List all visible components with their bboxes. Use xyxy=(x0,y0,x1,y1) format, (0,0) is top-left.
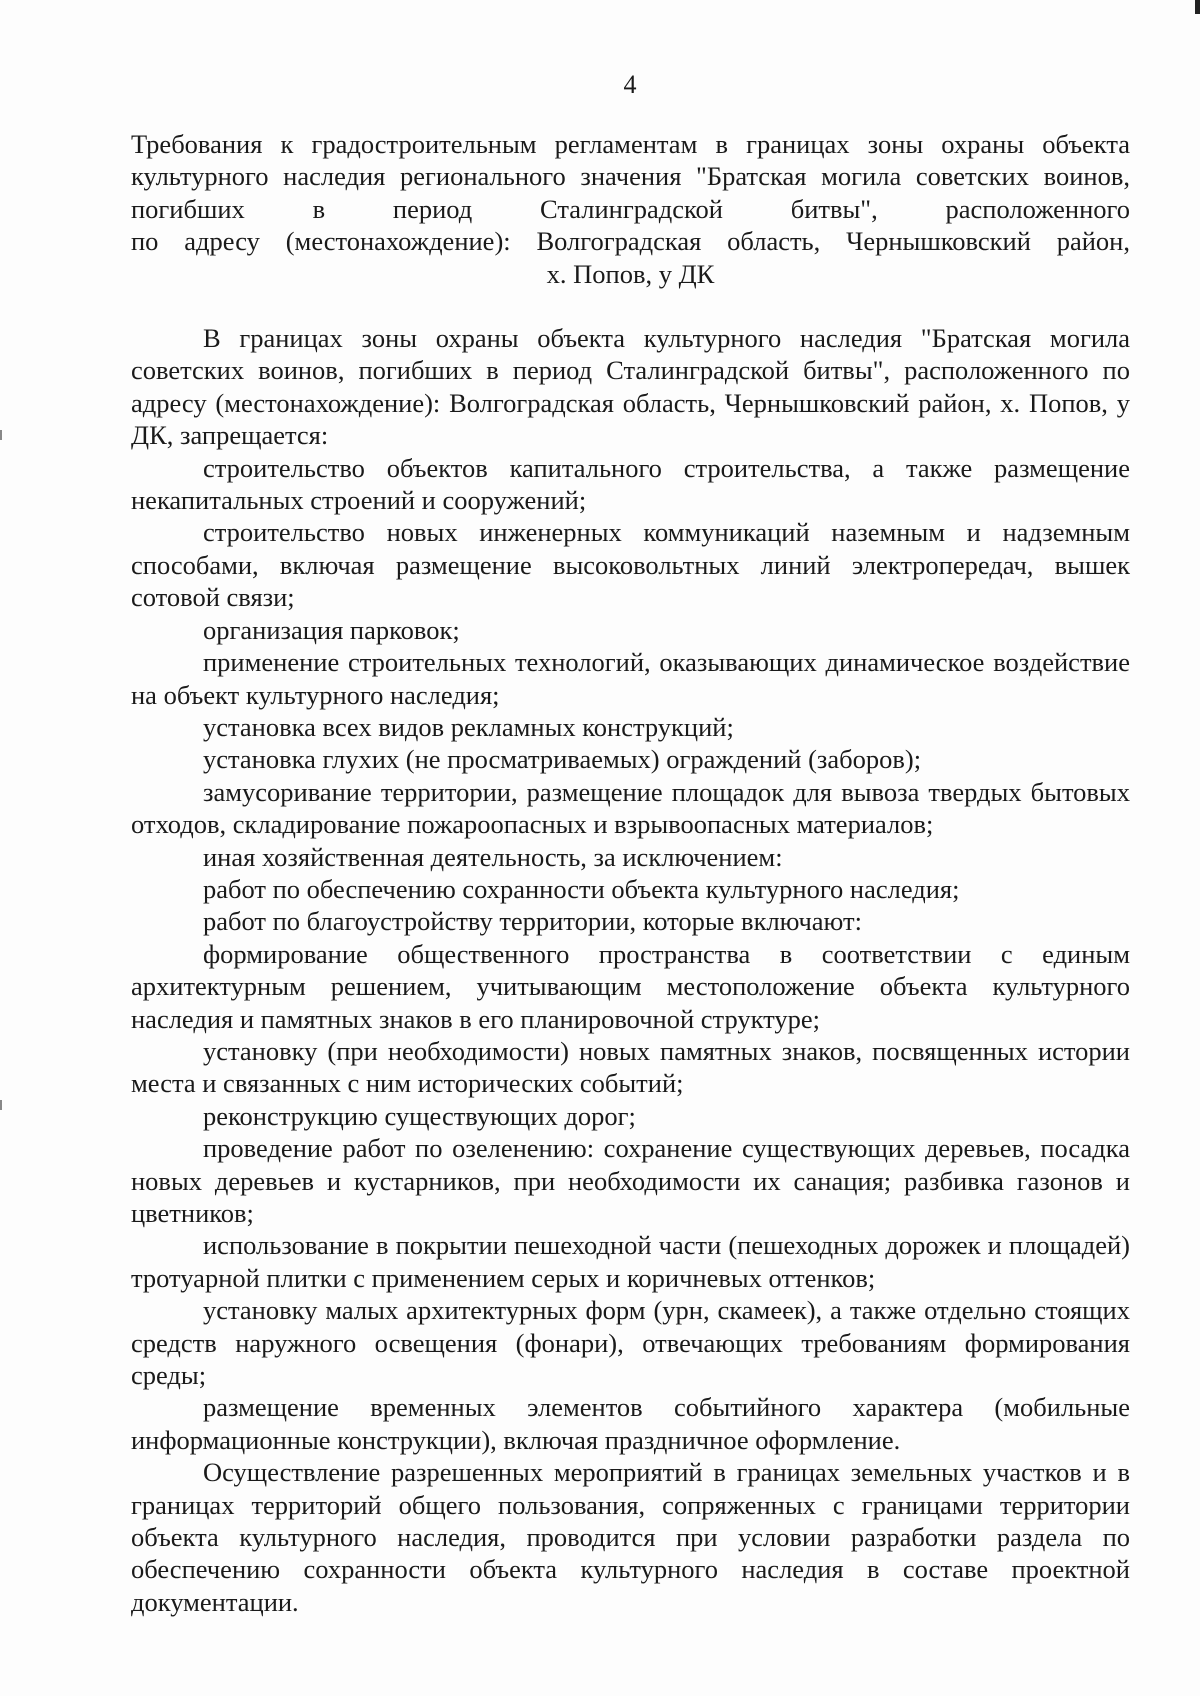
scan-margin-mark xyxy=(0,430,2,440)
heading-line: по адресу (местонахождение): Волгоградская область, Чернышковский район, xyxy=(131,226,1130,257)
intro-paragraph: В границах зоны охраны объекта культурного наследия "Братская могила советских воинов, погибших в период Сталинградской битвы", расположенного по адресу (местонахождение): Волгоградская область, Чернышковский район, х. Попов, у ДК, запрещается: xyxy=(131,323,1130,451)
section-heading xyxy=(131,128,1130,290)
list-item: иная хозяйственная деятельность, за исключением: xyxy=(203,841,783,872)
list-item: работ по обеспечению сохранности объекта культурного наследия; xyxy=(203,873,960,904)
list-item: размещение временных элементов событийного характера (мобильные информационные конструкции), включая праздничное оформление. xyxy=(131,1392,1130,1455)
scan-edge-mark xyxy=(1195,0,1200,14)
list-item: установка глухих (не просматриваемых) ограждений (заборов); xyxy=(203,744,922,775)
list-item: применение строительных технологий, оказывающих динамическое воздействие на объект культурного наследия; xyxy=(131,647,1130,710)
heading-line: культурного наследия регионального значения "Братская могила советских воинов, xyxy=(131,161,1130,192)
list-item: работ по благоустройству территории, которые включают: xyxy=(203,906,862,937)
list-item: установку малых архитектурных форм (урн, скамеек), а также отдельно стоящих средств наружного освещения (фонари), отвечающих требованиям формирования среды; xyxy=(131,1295,1130,1391)
list-item: реконструкцию существующих дорог; xyxy=(203,1100,636,1131)
scan-margin-mark xyxy=(0,1100,2,1110)
page-number: 4 xyxy=(623,70,637,99)
list-item: замусоривание территории, размещение площадок для вывоза твердых бытовых отходов, складирование пожароопасных и взрывоопасных материалов; xyxy=(131,776,1130,840)
list-item: проведение работ по озеленению: сохранение существующих деревьев, посадка новых деревьев и кустарников, при необходимости их санация; разбивка газонов и цветников; xyxy=(131,1133,1130,1228)
document-body xyxy=(131,128,1130,1618)
heading-line: Требования к градостроительным регламентам в границах зоны охраны объекта xyxy=(131,129,1130,159)
closing-paragraph: Осуществление разрешенных мероприятий в границах земельных участков и в границах территорий общего пользования, сопряженных с границами территории объекта культурного наследия, проводится при условии разработки раздела по обеспечению сохранности объекта культурного наследия в составе проектной документации. xyxy=(131,1457,1130,1617)
list-item: строительство новых инженерных коммуникаций наземным и надземным способами, включая размещение высоковольтных линий электропередач, вышек сотовой связи; xyxy=(131,517,1130,613)
spacer xyxy=(131,290,1130,322)
list-item: строительство объектов капитального строительства, а также размещение некапитальных строений и сооружений; xyxy=(131,452,1130,516)
list-item: установка всех видов рекламных конструкций; xyxy=(203,711,734,742)
list-item: организация парковок; xyxy=(203,614,460,645)
heading-line: погибших в период Сталинградской битвы", расположенного xyxy=(131,193,1130,224)
heading-line: х. Попов, у ДК xyxy=(546,258,715,289)
list-item: установку (при необходимости) новых памятных знаков, посвященных истории места и связанных с ним исторических событий; xyxy=(131,1035,1130,1099)
list-item: формирование общественного пространства в соответствии с единым архитектурным решением, учитывающим местоположение объекта культурного наследия и памятных знаков в его планировочной структуре; xyxy=(131,938,1130,1034)
list-item: использование в покрытии пешеходной части (пешеходных дорожек и площадей) тротуарной плитки с применением серых и коричневых оттенков; xyxy=(131,1230,1130,1293)
